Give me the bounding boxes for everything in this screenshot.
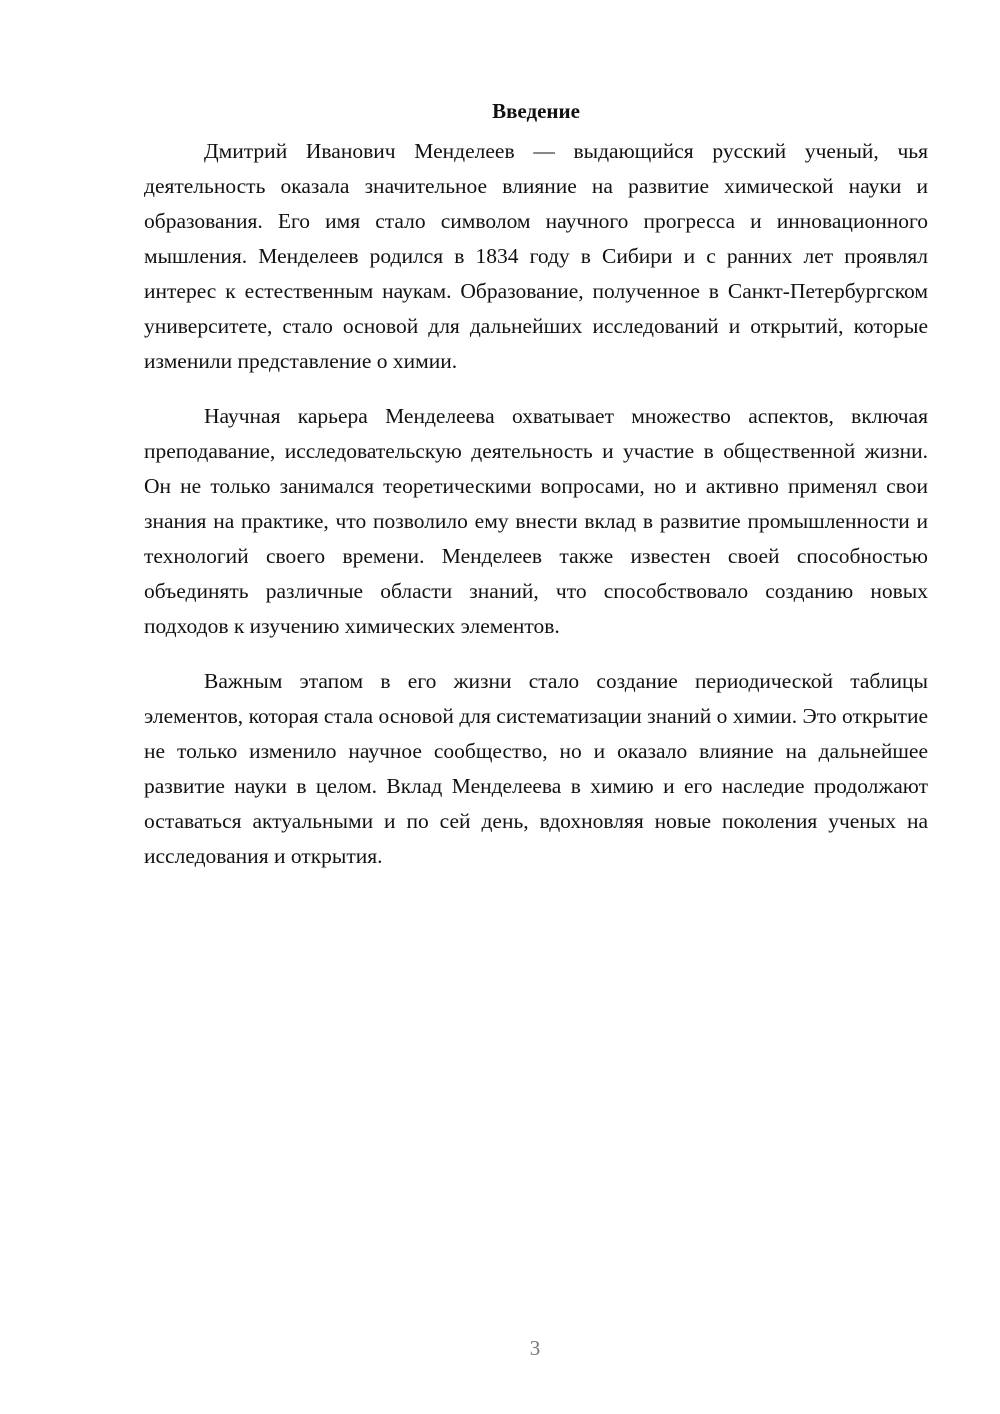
paragraph-3: Важным этапом в его жизни стало создание периодической таблицы элементов, которая стала основой для систематизации знаний о химии. Это открытие не только изменило научное сообщество, но и оказало влияние на дальнейшее развитие науки в целом. Вклад Менделеева в химию и его наследие продолжают оставаться актуальными и по сей день, вдохновляя новые поколения ученых на исследования и открытия.	[144, 669, 928, 868]
paragraph-1: Дмитрий Иванович Менделеев — выдающийся русский ученый, чья деятельность оказала значительное влияние на развитие химической науки и образования. Его имя стало символом научного прогресса и инновационного мышления. Менделеев родился в 1834 году в Сибири и с ранних лет проявлял интерес к естественным наукам. Образование, полученное в Санкт-Петербургском университете, стало основой для дальнейших исследований и открытий, которые изменили представление о химии.	[144, 139, 928, 373]
page-content	[144, 96, 928, 894]
paragraph-2: Научная карьера Менделеева охватывает множество аспектов, включая преподавание, исследовательскую деятельность и участие в общественной жизни. Он не только занимался теоретическими вопросами, но и активно применял свои знания на практике, что позволило ему внести вклад в развитие промышленности и технологий своего времени. Менделеев также известен своей способностью объединять различные области знаний, что способствовало созданию новых подходов к изучению химических элементов.	[144, 404, 928, 638]
page-number: 3	[529, 1336, 541, 1360]
section-heading: Введение	[492, 99, 580, 123]
